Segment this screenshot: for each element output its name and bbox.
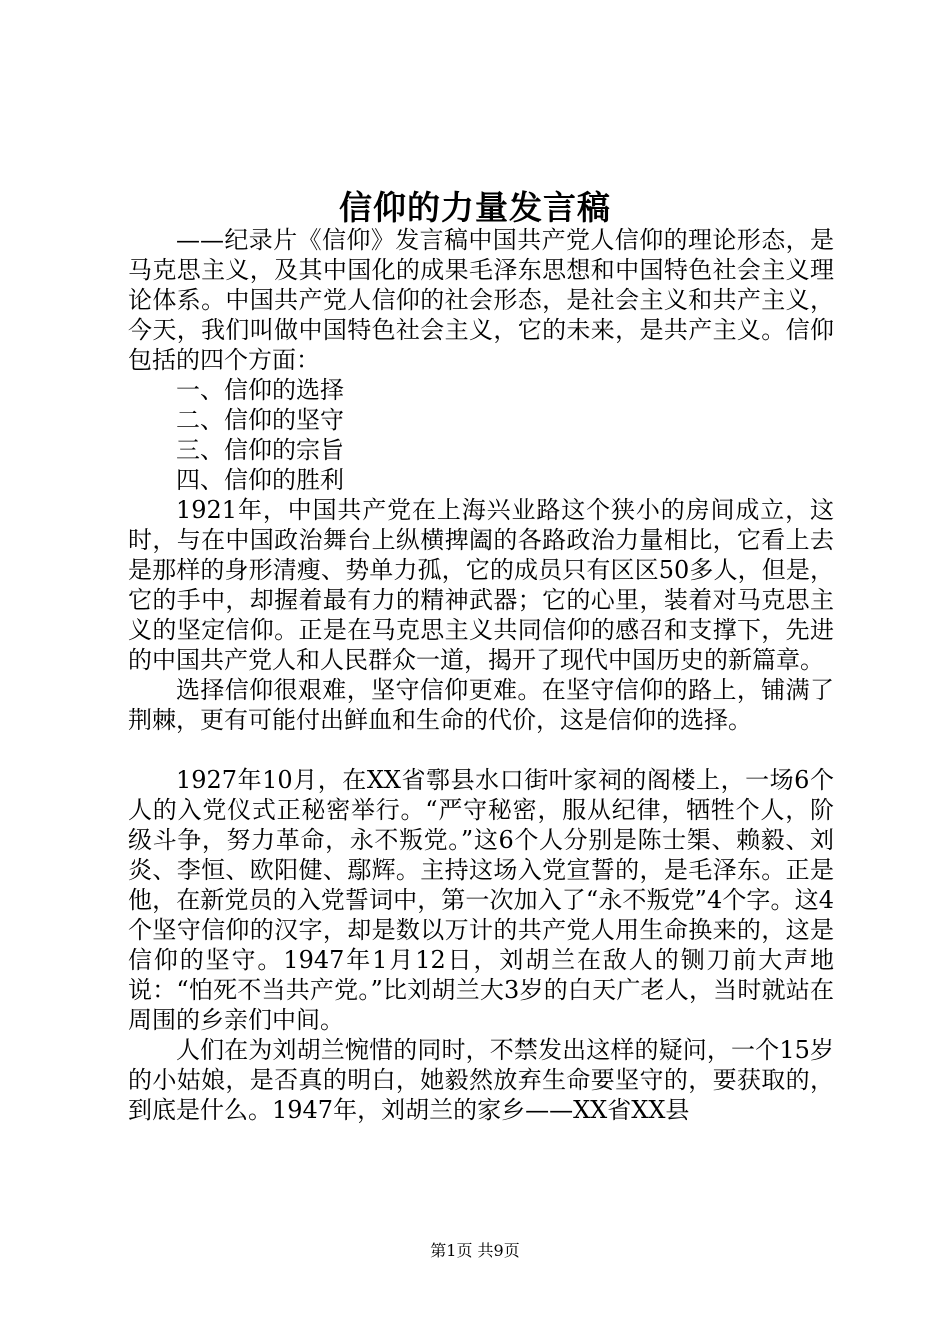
list-item-purpose: 三、信仰的宗旨 [176,436,344,464]
paragraph-intro: ——纪录片《信仰》发言稿中国共产党人信仰的理论形态，是马克思主义，及其中国化的成果毛泽东思想和中国特色社会主义理论体系。中国共产党人信仰的社会形态，是社会主义和共产主义，今天，我们叫做中国特色社会主义，它的未来，是共产主义。信仰包括的四个方面： [128,226,834,374]
page-footer: 第1页 共9页 [430,1241,520,1260]
list-item-victory: 四、信仰的胜利 [176,466,344,494]
paragraph-1927: 1927年10月，在XX省鄠县水口街叶家祠的阁楼上，一场6个人的入党仪式正秘密举行。“严守秘密，服从纪律，牺牲个人，阶级斗争，努力革命，永不叛党。”这6个人分别是陈士榘、赖毅、刘炎、李恒、欧阳健、鄢辉。主持这场入党宣誓的，是毛泽东。正是他，在新党员的入党誓词中，第一次加入了“永不叛党”4个字。这4个坚守信仰的汉字，却是数以万计的共产党人用生命换来的，这是信仰的坚守。1947年1月12日，刘胡兰在敌人的铡刀前大声地说：“怕死不当共产党。”比刘胡兰大3岁的白天广老人，当时就站在周围的乡亲们中间。 [128,766,834,1034]
list-item-choice: 一、信仰的选择 [176,376,344,404]
list-item-persistence: 二、信仰的坚守 [176,406,344,434]
paragraph-liu-hulan: 人们在为刘胡兰惋惜的同时，不禁发出这样的疑问，一个15岁的小姑娘，是否真的明白，她毅然放弃生命要坚守的，要获取的，到底是什么。1947年，刘胡兰的家乡——XX省XX县 [128,1036,834,1124]
document-body [128,225,834,1125]
document-title: 信仰的力量发言稿 [339,188,611,227]
paragraph-choice: 选择信仰很艰难，坚守信仰更难。在坚守信仰的路上，铺满了荆棘，更有可能付出鲜血和生命的代价，这是信仰的选择。 [128,676,834,734]
paragraph-spacer [128,735,834,765]
paragraph-1921: 1921年，中国共产党在上海兴业路这个狭小的房间成立，这时，与在中国政治舞台上纵横捭阖的各路政治力量相比，它看上去是那样的身形清瘦、势单力孤，它的成员只有区区50多人，但是，它的手中，却握着最有力的精神武器；它的心里，装着对马克思主义的坚定信仰。正是在马克思主义共同信仰的感召和支撑下，先进的中国共产党人和人民群众一道，揭开了现代中国历史的新篇章。 [128,496,834,674]
